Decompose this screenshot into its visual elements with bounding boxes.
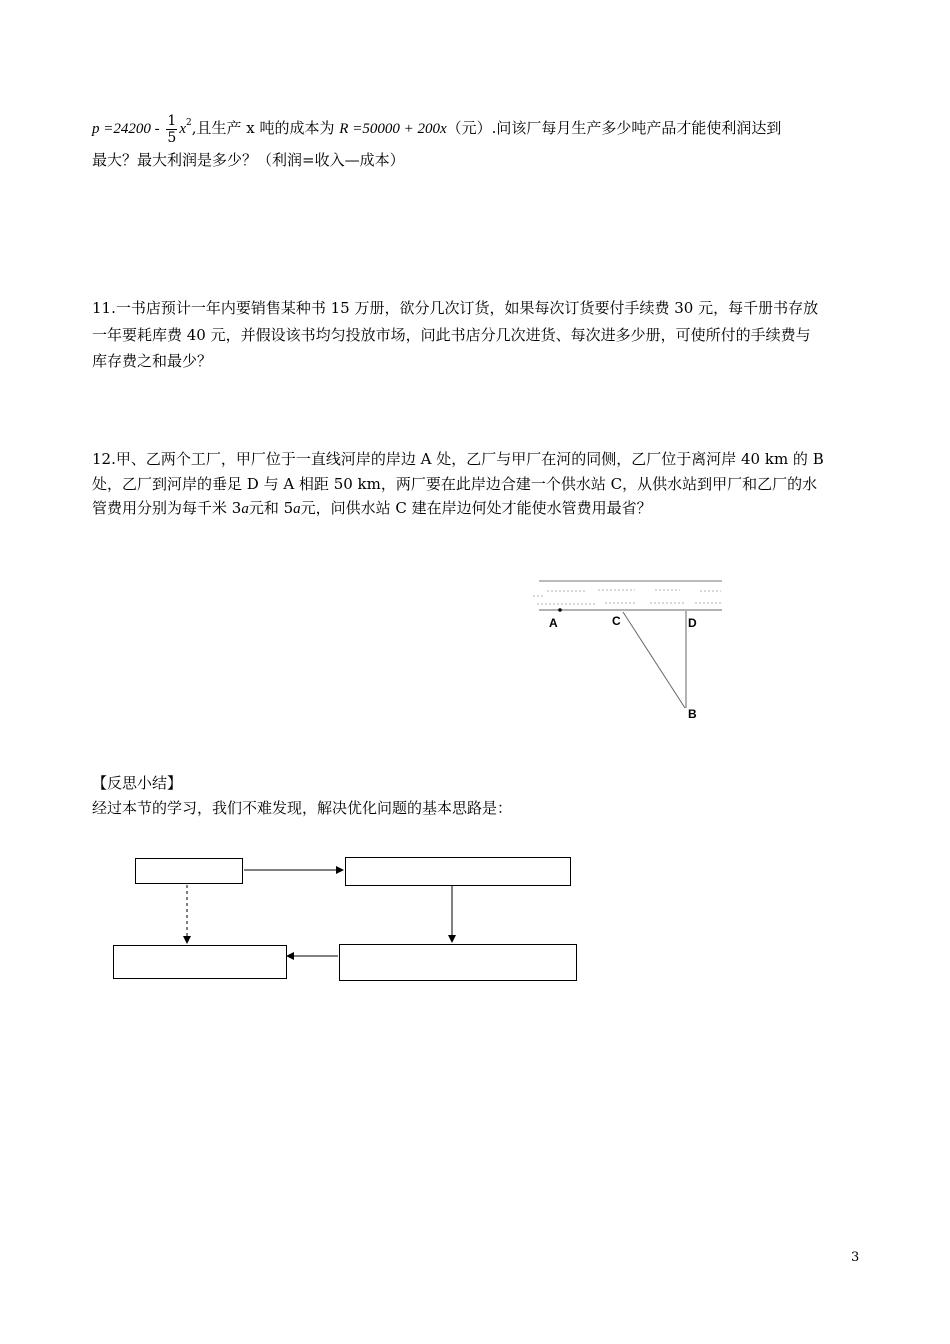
problem11-line3: 库存费之和最少？: [92, 352, 213, 370]
r-equation: R =50000 + 200x: [339, 121, 447, 137]
reflection-heading: 【反思小结】: [92, 774, 183, 792]
cost-variable-a: a: [241, 501, 249, 517]
problem11-line1: 11.一书店预计一年内要销售某种书 15 万册，欲分几次订货，如果每次订货要付手续费 30 元，每千册书存放: [92, 299, 819, 317]
fraction-numerator: 1: [167, 112, 177, 129]
reflection-text: 经过本节的学习，我们不难发现，解决优化问题的基本思路是：: [92, 799, 513, 817]
problem10-mid-text: ,且生产 x 吨的成本为: [191, 119, 335, 137]
label-d: D: [688, 616, 697, 630]
page-number: 3: [851, 1250, 860, 1265]
label-a: A: [549, 616, 558, 630]
x-exponent: 2: [186, 118, 192, 128]
label-c: C: [612, 614, 621, 628]
problem12-line3-a: 管费用分别为每千米 3: [92, 499, 242, 517]
fraction-denominator: 5: [167, 129, 177, 146]
x-variable: x: [179, 121, 186, 137]
cost-variable-a: a: [293, 501, 301, 517]
problem12-line3-c: 元，问供水站 C 建在岸边何处才能使水管费用最省？: [300, 499, 652, 517]
problem12-line3-b: 元和 5: [248, 499, 294, 517]
problem10-line2: 最大？最大利润是多少？（利润=收入—成本）: [92, 151, 405, 169]
problem10-line1-tail: （元）.问该厂每月生产多少吨产品才能使利润达到: [446, 119, 782, 137]
label-b: B: [688, 707, 697, 721]
problem11-line2: 一年要耗库费 40 元，并假设该书均匀投放市场，问此书店分几次进货、每次进多少册，可使所付的手续费与: [92, 326, 811, 344]
problem12-line2: 处，乙厂到河岸的垂足 D 与 A 相距 50 km，两厂要在此岸边合建一个供水站 C，从供水站到甲厂和乙厂的水: [92, 475, 818, 493]
problem12-line1: 12.甲、乙两个工厂，甲厂位于一直线河岸的岸边 A 处，乙厂与甲厂在河的同侧，乙厂位于离河岸 40 km 的 B: [92, 450, 824, 468]
p-equation: p =24200 -: [92, 121, 160, 137]
